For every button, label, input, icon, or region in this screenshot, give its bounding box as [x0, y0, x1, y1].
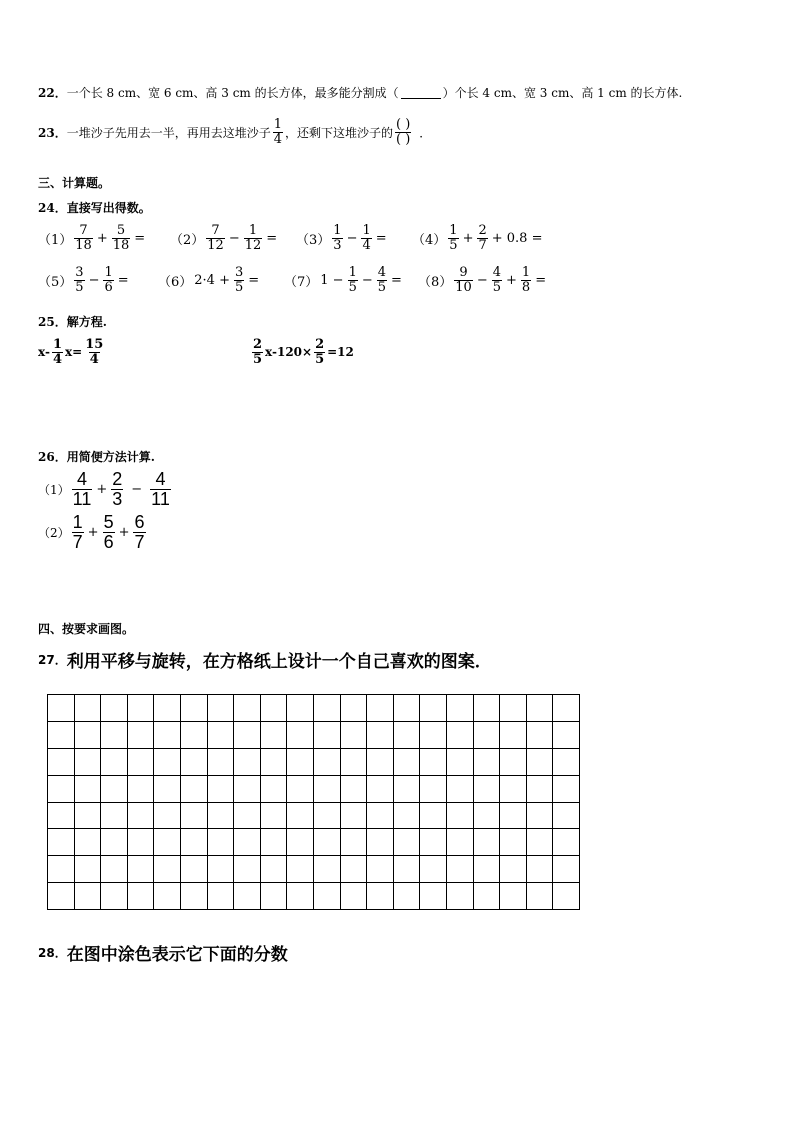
grid-cell[interactable] [553, 776, 580, 803]
question-text: 一个长 8 cm、宽 6 cm、高 3 cm 的长方体，最多能分割成（ [66, 86, 399, 100]
grid-cell[interactable] [474, 749, 501, 776]
grid-cell[interactable] [48, 803, 75, 830]
grid-cell[interactable] [394, 856, 421, 883]
grid-cell[interactable] [527, 776, 554, 803]
calc-item-6: （6） 2·4 + $\frac{3}{5}$ = [158, 265, 260, 295]
fraction: $\frac{1}{12}$ [244, 223, 262, 253]
grid-cell[interactable] [500, 856, 527, 883]
equation-2: $\frac{2}{5}$ x-120× $\frac{2}{5}$ =12 [253, 337, 354, 367]
grid-cell[interactable] [341, 749, 368, 776]
grid-cell[interactable] [181, 776, 208, 803]
grid-cell[interactable] [553, 749, 580, 776]
grid-cell[interactable] [367, 722, 394, 749]
question-23 [38, 118, 431, 146]
fraction: $\frac{2}{5}$ [253, 337, 263, 367]
grid-cell[interactable] [367, 883, 394, 910]
grid-cell[interactable] [48, 722, 75, 749]
calc-item-1: （1） $\frac{7}{18}$ + $\frac{5}{18}$ = [38, 223, 146, 253]
grid-cell[interactable] [234, 803, 261, 830]
fraction: $\frac{6}{7}$ [134, 512, 145, 552]
fraction: $\frac{2}{5}$ [315, 337, 325, 367]
grid-cell[interactable] [101, 856, 128, 883]
grid-cell[interactable] [527, 829, 554, 856]
grid-cell[interactable] [500, 776, 527, 803]
grid-cell[interactable] [341, 722, 368, 749]
grid-cell[interactable] [341, 856, 368, 883]
grid-cell[interactable] [420, 695, 447, 722]
grid-cell[interactable] [314, 749, 341, 776]
grid-cell[interactable] [341, 829, 368, 856]
grid-cell[interactable] [154, 776, 181, 803]
question-22 [38, 84, 682, 101]
grid-cell[interactable] [208, 695, 235, 722]
grid-cell[interactable] [314, 856, 341, 883]
grid-cell[interactable] [261, 883, 288, 910]
grid-cell[interactable] [234, 749, 261, 776]
grid-cell[interactable] [474, 695, 501, 722]
fraction: $\frac{5}{6}$ [103, 512, 114, 552]
grid-cell[interactable] [367, 695, 394, 722]
section-heading: 三、计算题。 [38, 176, 111, 190]
grid-cell[interactable] [234, 883, 261, 910]
grid-cell[interactable] [287, 776, 314, 803]
fraction: $\frac{4}{5}$ [377, 265, 387, 295]
grid-cell[interactable] [287, 749, 314, 776]
fraction: $\frac{2}{3}$ [112, 469, 123, 509]
grid-cell[interactable] [447, 856, 474, 883]
grid-cell[interactable] [261, 695, 288, 722]
grid-cell[interactable] [208, 776, 235, 803]
grid-cell[interactable] [367, 829, 394, 856]
fraction: $\frac{7}{12}$ [207, 223, 224, 253]
calc-item-7: （7） 1 − $\frac{1}{5}$ − $\frac{4}{5}$ = [284, 265, 402, 295]
grid-cell[interactable] [394, 803, 421, 830]
grid-cell[interactable] [154, 829, 181, 856]
grid-cell[interactable] [101, 803, 128, 830]
grid-cell[interactable] [128, 803, 155, 830]
grid-cell[interactable] [420, 883, 447, 910]
grid-cell[interactable] [287, 856, 314, 883]
grid-cell[interactable] [234, 695, 261, 722]
fraction: $\frac{5}{18}$ [112, 223, 130, 253]
grid-cell[interactable] [208, 749, 235, 776]
grid-cell[interactable] [394, 695, 421, 722]
grid-cell[interactable] [447, 883, 474, 910]
grid-cell[interactable] [367, 776, 394, 803]
grid-cell[interactable] [261, 803, 288, 830]
grid-cell[interactable] [154, 803, 181, 830]
grid-cell[interactable] [101, 776, 128, 803]
fraction: $\frac{9}{10}$ [455, 265, 472, 295]
grid-cell[interactable] [474, 883, 501, 910]
question-text: 一堆沙子先用去一半，再用去这堆沙子 [66, 125, 271, 140]
grid-cell[interactable] [341, 776, 368, 803]
grid-cell[interactable] [500, 695, 527, 722]
square-grid-paper[interactable] [47, 694, 580, 910]
simplify-item-2: （2） $\frac{1}{7}$ + $\frac{5}{6}$ + $\frac{6}{7}$ [38, 512, 145, 552]
grid-cell[interactable] [447, 749, 474, 776]
grid-cell[interactable] [367, 856, 394, 883]
calc-item-2: （2） $\frac{7}{12}$ − $\frac{1}{12}$ = [170, 223, 278, 253]
grid-cell[interactable] [527, 803, 554, 830]
grid-cell[interactable] [128, 883, 155, 910]
answer-blank[interactable] [401, 86, 441, 99]
grid-cell[interactable] [261, 749, 288, 776]
grid-cell[interactable] [261, 722, 288, 749]
grid-cell[interactable] [75, 695, 102, 722]
grid-cell[interactable] [181, 883, 208, 910]
grid-cell[interactable] [394, 749, 421, 776]
grid-cell[interactable] [75, 856, 102, 883]
grid-cell[interactable] [527, 856, 554, 883]
calc-item-5: （5） $\frac{3}{5}$ − $\frac{1}{6}$ = [38, 265, 129, 295]
grid-cell[interactable] [181, 722, 208, 749]
grid-cell[interactable] [553, 722, 580, 749]
grid-cell[interactable] [261, 856, 288, 883]
grid-cell[interactable] [553, 883, 580, 910]
question-28 [38, 940, 288, 965]
grid-cell[interactable] [314, 776, 341, 803]
grid-cell[interactable] [75, 722, 102, 749]
grid-cell[interactable] [261, 776, 288, 803]
fraction: $\frac{2}{7}$ [478, 223, 487, 253]
fraction: $\frac{4}{11}$ [151, 469, 170, 509]
grid-cell[interactable] [48, 776, 75, 803]
question-26-title: 26．用简便方法计算. [38, 450, 155, 464]
grid-cell[interactable] [553, 695, 580, 722]
fraction: $\frac{1}{3}$ [333, 223, 342, 253]
grid-cell[interactable] [314, 803, 341, 830]
grid-cell[interactable] [447, 803, 474, 830]
grid-cell[interactable] [527, 749, 554, 776]
grid-cell[interactable] [527, 695, 554, 722]
grid-cell[interactable] [128, 829, 155, 856]
grid-cell[interactable] [101, 749, 128, 776]
grid-cell[interactable] [341, 695, 368, 722]
grid-cell[interactable] [287, 722, 314, 749]
grid-cell[interactable] [48, 883, 75, 910]
question-text: ）个长 4 cm、宽 3 cm、高 1 cm 的长方体. [442, 86, 683, 100]
grid-cell[interactable] [420, 749, 447, 776]
grid-cell[interactable] [75, 803, 102, 830]
grid-cell[interactable] [500, 722, 527, 749]
grid-cell[interactable] [234, 829, 261, 856]
grid-cell[interactable] [154, 856, 181, 883]
question-number: 28． [38, 946, 67, 960]
grid-cell[interactable] [420, 856, 447, 883]
grid-cell[interactable] [394, 776, 421, 803]
fraction: $\frac{1}{5}$ [449, 223, 458, 253]
question-number: 22． [38, 86, 67, 100]
grid-cell[interactable] [261, 829, 288, 856]
question-text: ． [419, 125, 432, 140]
question-27 [38, 647, 492, 672]
fraction: $\frac{3}{5}$ [234, 265, 244, 295]
grid-cell[interactable] [75, 776, 102, 803]
grid-cell[interactable] [208, 803, 235, 830]
grid-cell[interactable] [314, 695, 341, 722]
grid-cell[interactable] [287, 883, 314, 910]
grid-cell[interactable] [101, 695, 128, 722]
fraction: $\frac{15}{4}$ [85, 337, 104, 367]
grid-cell[interactable] [101, 883, 128, 910]
grid-cell[interactable] [553, 856, 580, 883]
grid-cell[interactable] [181, 829, 208, 856]
grid-cell[interactable] [474, 722, 501, 749]
grid-cell[interactable] [474, 829, 501, 856]
grid-cell[interactable] [500, 883, 527, 910]
grid-cell[interactable] [474, 803, 501, 830]
grid-cell[interactable] [128, 749, 155, 776]
grid-cell[interactable] [553, 803, 580, 830]
question-25-title: 25．解方程. [38, 315, 107, 329]
question-number: 23． [38, 125, 67, 140]
simplify-item-1: （1） $\frac{4}{11}$ + $\frac{2}{3}$ − $\frac{4}{11}$ [38, 469, 170, 509]
grid-cell[interactable] [314, 883, 341, 910]
grid-cell[interactable] [181, 803, 208, 830]
grid-cell[interactable] [500, 803, 527, 830]
grid-cell[interactable] [154, 695, 181, 722]
grid-cell[interactable] [447, 695, 474, 722]
question-text: 利用平移与旋转，在方格纸上设计一个自己喜欢的图案． [66, 652, 492, 672]
grid-cell[interactable] [128, 722, 155, 749]
grid-cell[interactable] [474, 856, 501, 883]
grid-cell[interactable] [287, 695, 314, 722]
grid-cell[interactable] [367, 749, 394, 776]
grid-cell[interactable] [394, 829, 421, 856]
calc-item-4: （4） $\frac{1}{5}$ + $\frac{2}{7}$ + 0.8 = [412, 223, 543, 253]
grid-cell[interactable] [208, 722, 235, 749]
grid-cell[interactable] [75, 749, 102, 776]
grid-cell[interactable] [394, 722, 421, 749]
grid-cell[interactable] [128, 776, 155, 803]
grid-cell[interactable] [420, 803, 447, 830]
calc-item-3: （3） $\frac{1}{3}$ − $\frac{1}{4}$ = [296, 223, 387, 253]
grid-cell[interactable] [447, 829, 474, 856]
grid-cell[interactable] [234, 856, 261, 883]
grid-cell[interactable] [314, 829, 341, 856]
grid-cell[interactable] [420, 776, 447, 803]
grid-cell[interactable] [48, 749, 75, 776]
grid-cell[interactable] [154, 749, 181, 776]
fraction: $\frac{1}{6}$ [104, 265, 113, 295]
grid-cell[interactable] [527, 722, 554, 749]
grid-cell[interactable] [154, 883, 181, 910]
grid-cell[interactable] [447, 776, 474, 803]
grid-cell[interactable] [287, 829, 314, 856]
grid-cell[interactable] [75, 829, 102, 856]
fraction: $\frac{7}{18}$ [75, 223, 92, 253]
grid-cell[interactable] [553, 829, 580, 856]
grid-cell[interactable] [128, 695, 155, 722]
question-text: 在图中涂色表示它下面的分数 [66, 945, 288, 965]
grid-cell[interactable] [48, 856, 75, 883]
grid-cell[interactable] [420, 829, 447, 856]
grid-cell[interactable] [101, 722, 128, 749]
grid-cell[interactable] [48, 829, 75, 856]
grid-cell[interactable] [500, 829, 527, 856]
grid-cell[interactable] [394, 883, 421, 910]
grid-cell[interactable] [181, 856, 208, 883]
fraction: $\frac{1}{8}$ [521, 265, 531, 295]
question-24-title: 24．直接写出得数。 [38, 201, 151, 215]
grid-cell[interactable] [181, 695, 208, 722]
grid-cell[interactable] [341, 803, 368, 830]
grid-cell[interactable] [341, 883, 368, 910]
fraction: $\frac{3}{5}$ [75, 265, 84, 295]
grid-cell[interactable] [500, 749, 527, 776]
fraction: $\frac{1}{4}$ [362, 223, 371, 253]
grid-cell[interactable] [208, 883, 235, 910]
grid-cell[interactable] [314, 722, 341, 749]
question-number: 27． [38, 653, 67, 667]
fraction: $\frac{1}{4}$ [52, 337, 62, 367]
grid-cell[interactable] [420, 722, 447, 749]
grid-cell[interactable] [527, 883, 554, 910]
grid-cell[interactable] [447, 722, 474, 749]
grid-cell[interactable] [75, 883, 102, 910]
grid-cell[interactable] [234, 722, 261, 749]
fraction: $\frac{1}{5}$ [348, 265, 357, 295]
fraction: $\frac{1}{4}$ [273, 117, 282, 147]
grid-cell[interactable] [367, 803, 394, 830]
grid-cell[interactable] [48, 695, 75, 722]
grid-cell[interactable] [154, 722, 181, 749]
grid-cell[interactable] [208, 856, 235, 883]
question-text: ，还剩下这堆沙子的 [285, 125, 394, 140]
equation-1: x- $\frac{1}{4}$ x= $\frac{15}{4}$ [38, 337, 104, 367]
grid-cell[interactable] [234, 776, 261, 803]
grid-cell[interactable] [101, 829, 128, 856]
grid-cell[interactable] [287, 803, 314, 830]
grid-cell[interactable] [181, 749, 208, 776]
grid-cell[interactable] [208, 829, 235, 856]
grid-cell[interactable] [474, 776, 501, 803]
fraction: $\frac{4}{11}$ [72, 469, 92, 509]
fraction: $\frac{1}{7}$ [72, 512, 83, 552]
section-heading: 四、按要求画图。 [38, 622, 135, 636]
answer-fraction-blank[interactable]: $\frac{( )}{( )}$ [396, 117, 411, 147]
fraction: $\frac{4}{5}$ [492, 265, 502, 295]
calc-item-8: （8） $\frac{9}{10}$ − $\frac{4}{5}$ + $\frac{1}{8}$ = [418, 265, 547, 295]
grid-cell[interactable] [128, 856, 155, 883]
